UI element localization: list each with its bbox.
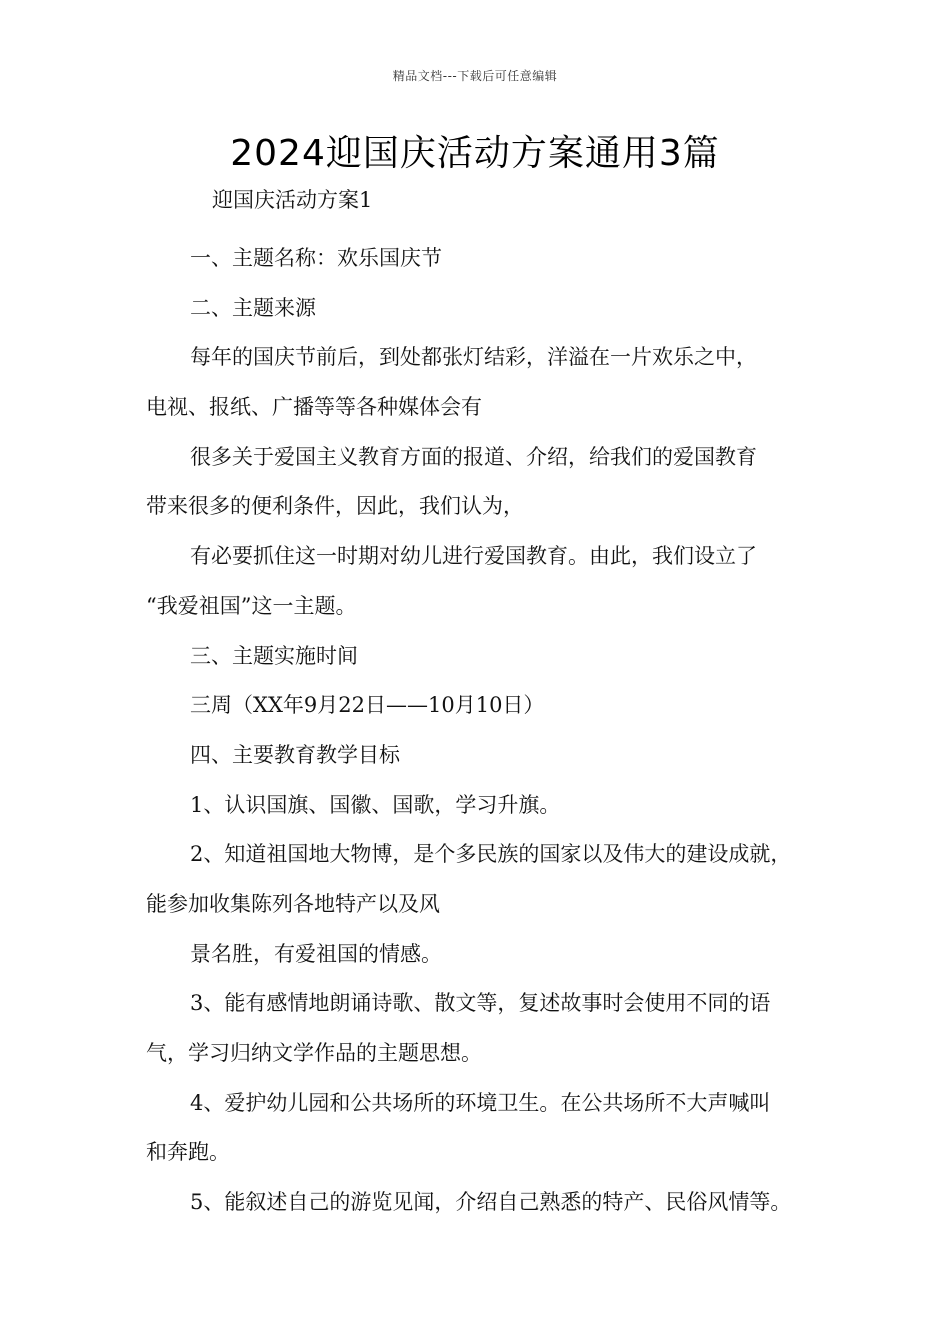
body-line: 5、能叙述自己的游览见闻，介绍自己熟悉的特产、民俗风情等。 (190, 1190, 792, 1215)
body-line: 很多关于爱国主义教育方面的报道、介绍，给我们的爱国教育 (190, 444, 757, 469)
body-line: 4、爱护幼儿园和公共场所的环境卫生。在公共场所不大声喊叫 (190, 1090, 771, 1115)
body-line: 和奔跑。 (146, 1140, 230, 1165)
body-line: 一、主题名称：欢乐国庆节 (190, 246, 442, 270)
section-subtitle: 迎国庆活动方案1 (212, 188, 373, 212)
body-line: 3、能有感情地朗诵诗歌、散文等，复述故事时会使用不同的语 (190, 991, 771, 1016)
body-line: 有必要抓住这一时期对幼儿进行爱国教育。由此，我们设立了 (190, 544, 757, 569)
body-line: “我爱祖国”这一主题。 (146, 593, 357, 618)
body-line: 2、知道祖国地大物博，是个多民族的国家以及伟大的建设成就， (190, 842, 792, 867)
body-line: 1、认识国旗、国徽、国歌，学习升旗。 (190, 792, 561, 817)
document-body (146, 234, 826, 1228)
body-line: 三周（XX年9月22日——10月10日） (190, 693, 545, 718)
body-line: 能参加收集陈列各地特产以及风 (146, 891, 440, 916)
body-line: 景名胜，有爱祖国的情感。 (190, 941, 442, 966)
body-line: 三、主题实施时间 (190, 643, 358, 668)
page-header: 精品文档---下载后可任意编辑 (392, 69, 558, 83)
body-line: 每年的国庆节前后，到处都张灯结彩，洋溢在一片欢乐之中， (190, 345, 757, 370)
body-line: 气，学习归纳文学作品的主题思想。 (146, 1041, 482, 1065)
body-line: 带来很多的便利条件，因此，我们认为， (146, 494, 524, 519)
document-title: 2024迎国庆活动方案通用3篇 (230, 133, 720, 174)
body-line: 电视、报纸、广播等等各种媒体会有 (146, 395, 482, 420)
body-line: 四、主要教育教学目标 (190, 742, 400, 767)
body-line: 二、主题来源 (190, 295, 316, 320)
